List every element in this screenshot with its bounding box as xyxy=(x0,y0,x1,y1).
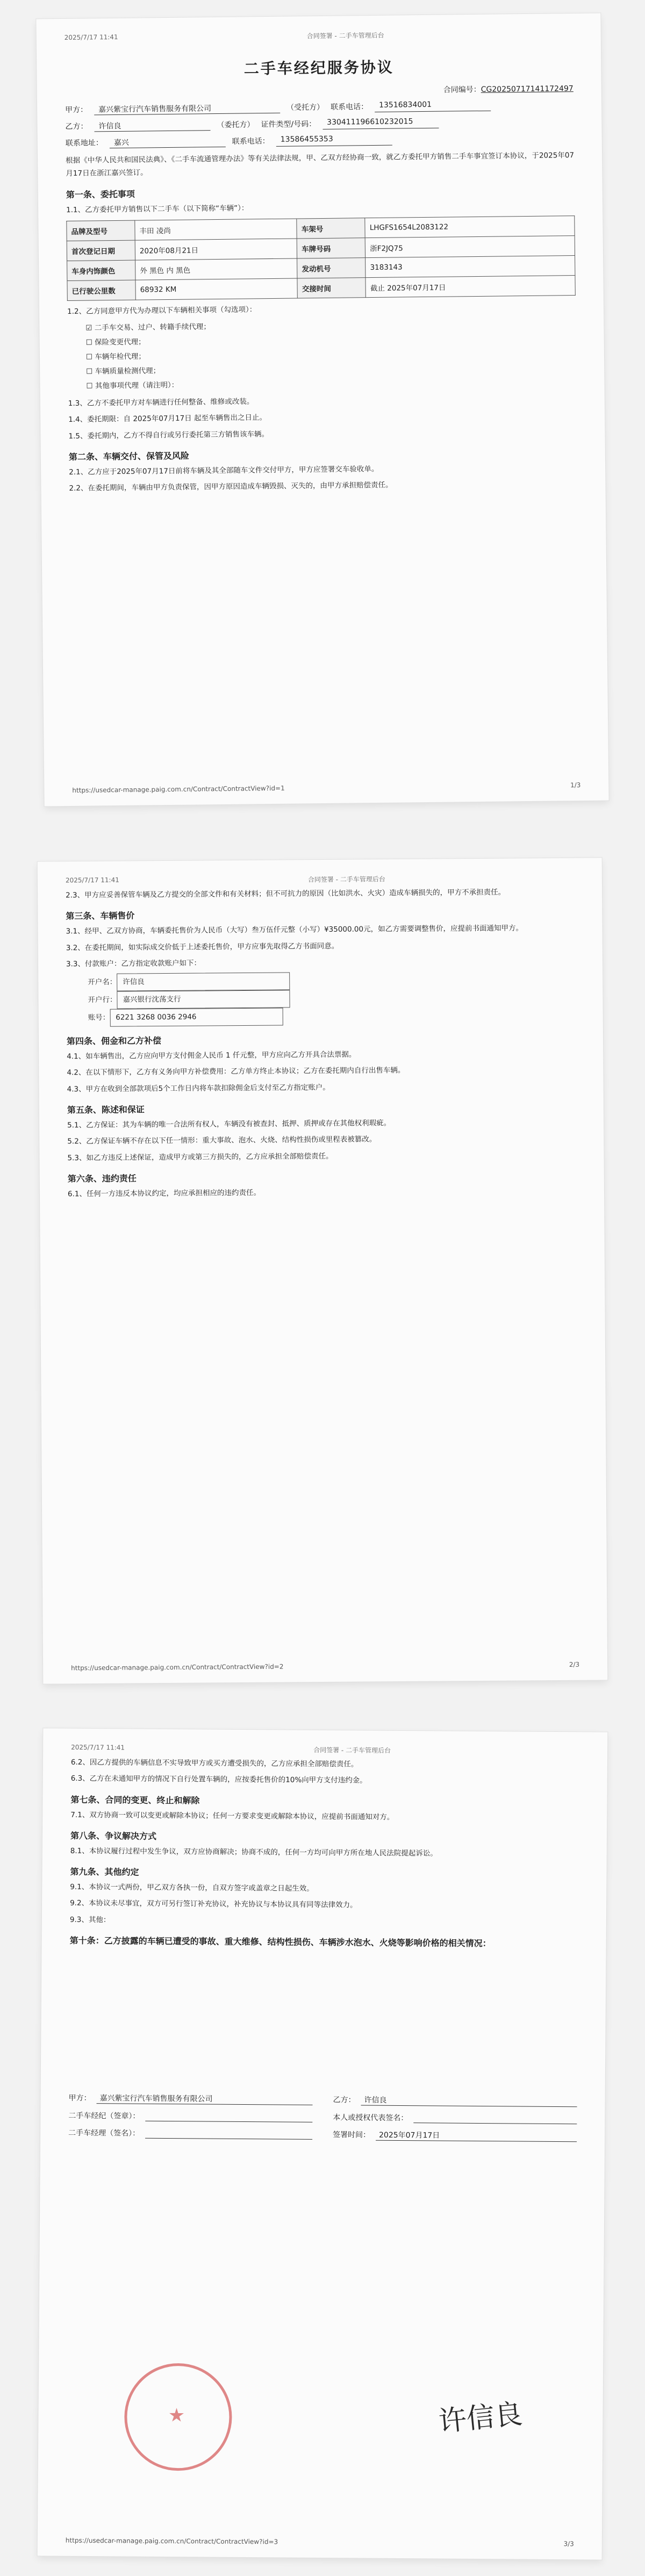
vehicle-brand: 丰田 凌尚 xyxy=(135,219,297,240)
bank-account-block: 开户名： 许信良 开户行： 嘉兴银行沈荡支行 账号： 6221 3268 0036 2946 xyxy=(88,970,575,1027)
document-title: 二手车经纪服务协议 xyxy=(243,58,395,78)
party-a-name: 嘉兴紫宝行汽车销售服务有限公司 xyxy=(94,102,280,116)
section-5-heading: 第五条、陈述和保证 xyxy=(67,1104,145,1116)
footer-url[interactable]: https://usedcar-manage.paig.com.cn/Contract/ContractView?id=1 xyxy=(72,784,285,794)
section-4-heading: 第四条、佣金和乙方补偿 xyxy=(66,1035,162,1047)
clause-1-4: 1.4、委托期限：自 2025年07月17日 起至车辆售出之日止。 xyxy=(68,413,267,424)
clause-2-3: 2.3、甲方应妥善保管车辆及乙方提交的全部文件和有关材料；但不可抗力的原因（比如洪水、火灾）造成车辆损失的，甲方不承担责任。 xyxy=(66,888,506,900)
clause-6-3: 6.3、乙方在未通知甲方的情况下自行处置车辆的，应按委托售价的10%向甲方支付违约金。 xyxy=(70,1774,367,1785)
section-1-heading: 第一条、委托事项 xyxy=(66,189,135,200)
clause-6-2: 6.2、因乙方提供的车辆信息不实导致甲方或买方遭受损失的，乙方应承担全部赔偿责任。 xyxy=(70,1758,359,1769)
check-item[interactable]: ☐ 保险变更代理； xyxy=(86,330,576,350)
section-2-heading: 第二条、车辆交付、保管及风险 xyxy=(68,450,189,463)
contract-page-3 xyxy=(38,1728,608,2559)
page-footer xyxy=(72,781,580,794)
clause-4-2: 4.2、在以下情形下，乙方有义务向甲方补偿费用：乙方单方终止本协议；乙方在委托期内自行出售车辆。 xyxy=(67,1066,405,1077)
clause-7-1: 7.1、双方协商一致可以变更或解除本协议；任何一方要求变更或解除本协议，应提前书面通知对方。 xyxy=(70,1810,395,1822)
company-seal-stamp xyxy=(124,2363,232,2471)
page-number: 1/3 xyxy=(570,781,581,789)
clause-5-1: 5.1、乙方保证：其为车辆的唯一合法所有权人，车辆没有被查封、抵押、质押或存在其他权利瑕疵。 xyxy=(67,1119,391,1130)
clause-8-1: 8.1、本协议履行过程中发生争议，双方应协商解决；协商不成的，任何一方均可向甲方所在地人民法院提起诉讼。 xyxy=(70,1846,438,1858)
clause-1-5: 1.5、委托期内，乙方不得自行或另行委托第三方销售该车辆。 xyxy=(68,429,269,441)
print-date: 2025/7/17 11:41 xyxy=(64,33,118,41)
party-a-phone: 13516834001 xyxy=(375,100,491,112)
clause-1-1: 1.1、乙方委托甲方销售以下二手车（以下简称“车辆”）： xyxy=(66,204,249,214)
party-b-signature: 乙方： 许信良 本人或授权代表签名： 签署时间： 2025年07月17日 xyxy=(333,2088,577,2148)
signature-block xyxy=(68,2086,577,2149)
vehicle-info-table: 品牌及型号 丰田 凌尚 车架号 LHGFS1654L2083122 首次登记日期 2020年08月21日 车牌号码 浙F2JQ75 车身内饰颜色 外 黑色 内 黑色 发动机号 3183143 已行驶公里数 68932 KM 交接时间 截止 2025年07月17日 xyxy=(66,215,576,301)
footer-url[interactable]: https://usedcar-manage.paig.com.cn/Contract/ContractView?id=3 xyxy=(65,2536,278,2546)
vehicle-mileage: 68932 KM xyxy=(135,278,298,300)
clause-1-3: 1.3、乙方不委托甲方对车辆进行任何整备、维修或改装。 xyxy=(68,397,254,408)
clause-9-2: 9.2、本协议未尽事宜，双方可另行签订补充协议，补充协议与本协议具有同等法律效力。 xyxy=(70,1899,357,1910)
contract-page-2 xyxy=(38,858,608,1683)
clause-2-1: 2.1、乙方应于2025年07月17日前将车辆及其全部随车文件交付甲方，甲方应签署交车验收单。 xyxy=(69,464,379,477)
clause-3-1: 3.1、经甲、乙双方协商，车辆委托售价为人民币（大写）叁万伍仟元整（小写）¥35000.00元，如乙方需要调整售价，应提前书面通知甲方。 xyxy=(66,924,524,936)
section-3-heading: 第三条、车辆售价 xyxy=(66,910,135,922)
clause-6-1: 6.1、任何一方违反本协议约定，均应承担相应的违约责任。 xyxy=(67,1188,261,1199)
party-b-sign-name: 许信良 xyxy=(361,2095,577,2107)
section-6-heading: 第六条、违约责任 xyxy=(67,1173,137,1184)
clause-4-1: 4.1、如车辆售出，乙方应向甲方支付佣金人民币 1 仟元整，甲方应向乙方开具合法票据。 xyxy=(67,1050,356,1061)
vehicle-color: 外 黑色 内 黑色 xyxy=(135,258,298,280)
party-b-handwritten-sign[interactable] xyxy=(413,2112,577,2124)
running-header: 2025/7/17 11:41 合同签署 - 二手车管理后台 xyxy=(71,1743,391,1754)
party-a-manager-sign[interactable] xyxy=(145,2128,312,2140)
clause-1-2: 1.2、乙方同意甲方代为办理以下车辆相关事项（勾选项）： xyxy=(67,305,257,316)
party-b-phone: 13586455353 xyxy=(276,134,392,147)
check-item[interactable]: ☑ 二手车交易、过户、转籍手续代理； xyxy=(85,316,576,336)
system-title: 合同签署 - 二手车管理后台 xyxy=(306,31,384,40)
party-a-broker-sign[interactable] xyxy=(145,2111,312,2122)
clause-3-2: 3.2、在委托期间，如实际成交价低于上述委托售价，甲方应事先取得乙方书面同意。 xyxy=(66,941,339,952)
handwritten-signature: 许信良 xyxy=(437,2398,524,2438)
running-header xyxy=(64,28,573,43)
clause-5-3: 5.3、如乙方违反上述保证，造成甲方或第三方损失的，乙方应承担全部赔偿责任。 xyxy=(67,1152,333,1162)
party-b-contact-row: 联系地址： 嘉兴 联系电话： 13586455353 xyxy=(66,132,574,149)
clause-4-3: 4.3、甲方在收到全部款项后5个工作日内将车款扣除佣金后支付至乙方指定账户。 xyxy=(67,1083,330,1094)
clause-9-3: 9.3、其他： xyxy=(69,1915,111,1925)
party-a-signature: 甲方： 嘉兴紫宝行汽车销售服务有限公司 二手车经纪（签章）： 二手车经理（签名）： xyxy=(68,2086,313,2147)
party-b-id: 330411196610232015 xyxy=(322,117,439,129)
account-bank: 嘉兴银行沈荡支行 xyxy=(117,990,290,1009)
vehicle-engine: 3183143 xyxy=(366,255,575,277)
check-item[interactable]: ☐ 车辆年检代理； xyxy=(86,345,576,365)
running-header: 2025/7/17 11:41 合同签署 - 二手车管理后台 xyxy=(65,875,385,884)
page-number: 2/3 xyxy=(569,1660,580,1668)
party-b-address: 嘉兴 xyxy=(110,136,226,148)
vehicle-reg-date: 2020年08月21日 xyxy=(135,239,297,260)
footer-url[interactable]: https://usedcar-manage.paig.com.cn/Contract/ContractView?id=2 xyxy=(71,1663,284,1672)
section-9-heading: 第九条、其他约定 xyxy=(70,1866,139,1877)
clause-9-1: 9.1、本协议一式两份，甲乙双方各执一份，自双方签字或盖章之日起生效。 xyxy=(70,1882,314,1894)
party-b-name: 许信良 xyxy=(94,119,210,132)
delegation-checklist xyxy=(85,316,576,394)
section-7-heading: 第七条、合同的变更、终止和解除 xyxy=(70,1794,200,1805)
vehicle-plate: 浙F2JQ75 xyxy=(365,235,575,257)
vehicle-vin: LHGFS1654L2083122 xyxy=(365,215,575,238)
intro-paragraph: 根据《中华人民共和国民法典》、《二手车流通管理办法》等有关法律法规，甲、乙双方经协商一致，就乙方委托甲方销售二手车事宜签订本协议，于2025年07月17日在浙江嘉兴签订。 xyxy=(66,151,575,178)
party-a-row: 甲方： 嘉兴紫宝行汽车销售服务有限公司 （受托方） 联系电话： 13516834001 xyxy=(65,99,574,116)
sign-date: 2025年07月17日 xyxy=(376,2129,577,2142)
clause-2-2: 2.2、在委托期间，车辆由甲方负责保管，因甲方原因造成车辆毁损、灭失的，由甲方承担赔偿责任。 xyxy=(69,481,393,493)
page-footer xyxy=(66,2537,574,2548)
contract-page-1 xyxy=(36,13,608,807)
party-b-row: 乙方： 许信良 （委托方） 证件类型/号码： 330411196610232015 xyxy=(65,116,574,132)
section-8-heading: 第八条、争议解决方式 xyxy=(70,1830,157,1841)
contract-number: 合同编号：CG20250717141172497 xyxy=(443,84,574,95)
party-a-sign-name: 嘉兴紫宝行汽车销售服务有限公司 xyxy=(97,2092,313,2105)
check-item[interactable]: ☐ 车辆质量检测代理； xyxy=(86,359,576,379)
clause-5-2: 5.2、乙方保证车辆不存在以下任一情形：重大事故、泡水、火烧、结构性损伤或里程表被篡改。 xyxy=(67,1135,377,1146)
section-10-heading: 第十条：乙方披露的车辆已遭受的事故、重大维修、结构性损伤、车辆涉水泡水、火烧等影响价格的相关情况： xyxy=(69,1935,491,1949)
account-holder: 许信良 xyxy=(117,973,290,991)
clause-3-3: 3.3、付款账户：乙方指定收款账户如下： xyxy=(66,959,202,969)
vehicle-delivery: 截止 2025年07月17日 xyxy=(366,275,575,297)
account-number: 6221 3268 0036 2946 xyxy=(110,1008,283,1027)
check-item[interactable]: ☐ 其他事项代理（请注明）： xyxy=(86,374,576,394)
page-footer xyxy=(71,1661,579,1672)
page-number: 3/3 xyxy=(563,2540,574,2548)
